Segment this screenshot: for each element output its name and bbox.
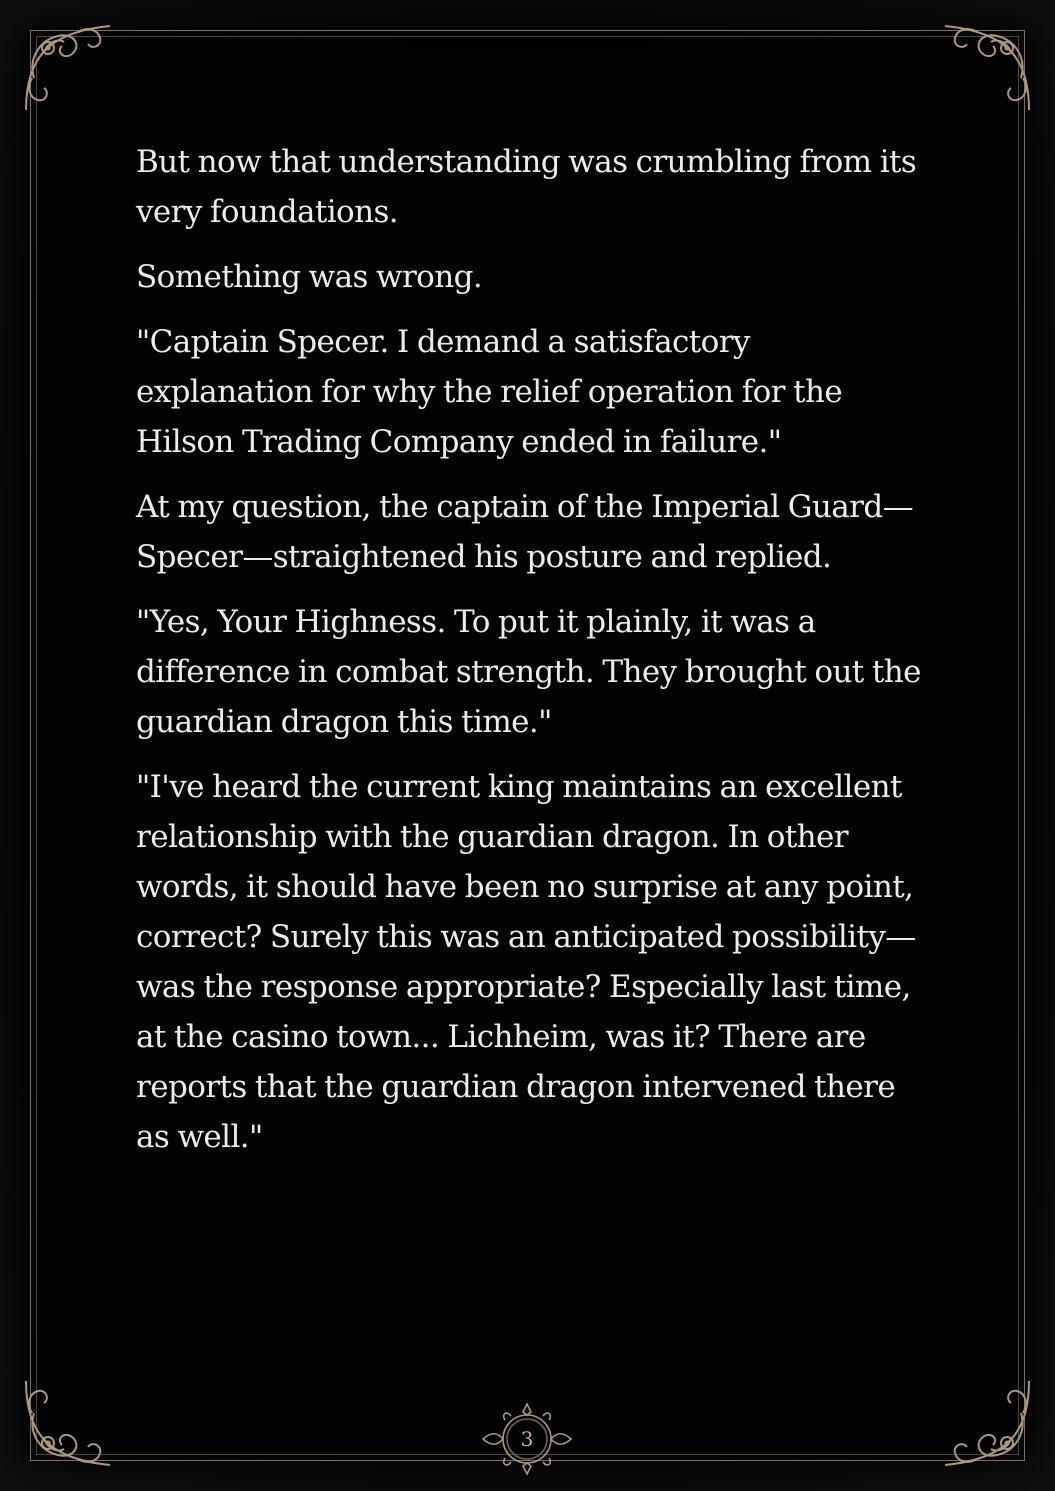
paragraph: At my question, the captain of the Imperial Guard—Specer—straightened his posture and replied. bbox=[136, 489, 913, 575]
page-number-badge bbox=[477, 1396, 577, 1482]
paragraph: Something was wrong. bbox=[136, 259, 483, 295]
corner-ornament-icon bbox=[18, 1373, 118, 1473]
corner-ornament-icon bbox=[18, 18, 118, 118]
story-text bbox=[136, 137, 926, 1177]
page-number: 3 bbox=[520, 1427, 534, 1451]
paragraph: "Captain Specer. I demand a satisfactory explanation for why the relief operation for the Hilson Trading Company ended in failure." bbox=[136, 324, 843, 460]
paragraph: "Yes, Your Highness. To put it plainly, it was a difference in combat strength. They brought out the guardian dragon this time." bbox=[136, 604, 921, 740]
corner-ornament-icon bbox=[937, 1373, 1037, 1473]
corner-ornament-icon bbox=[937, 18, 1037, 118]
paragraph: But now that understanding was crumbling from its very foundations. bbox=[136, 144, 917, 230]
paragraph: "I've heard the current king maintains an excellent relationship with the guardian dragon. In other words, it should have been no surprise at any point, correct? Surely this was an anticipated possibility—was the response appropriate? Especially last time, at the casino town... Lichheim, was it? There are reports that the guardian dragon intervened there as well." bbox=[136, 769, 916, 1155]
